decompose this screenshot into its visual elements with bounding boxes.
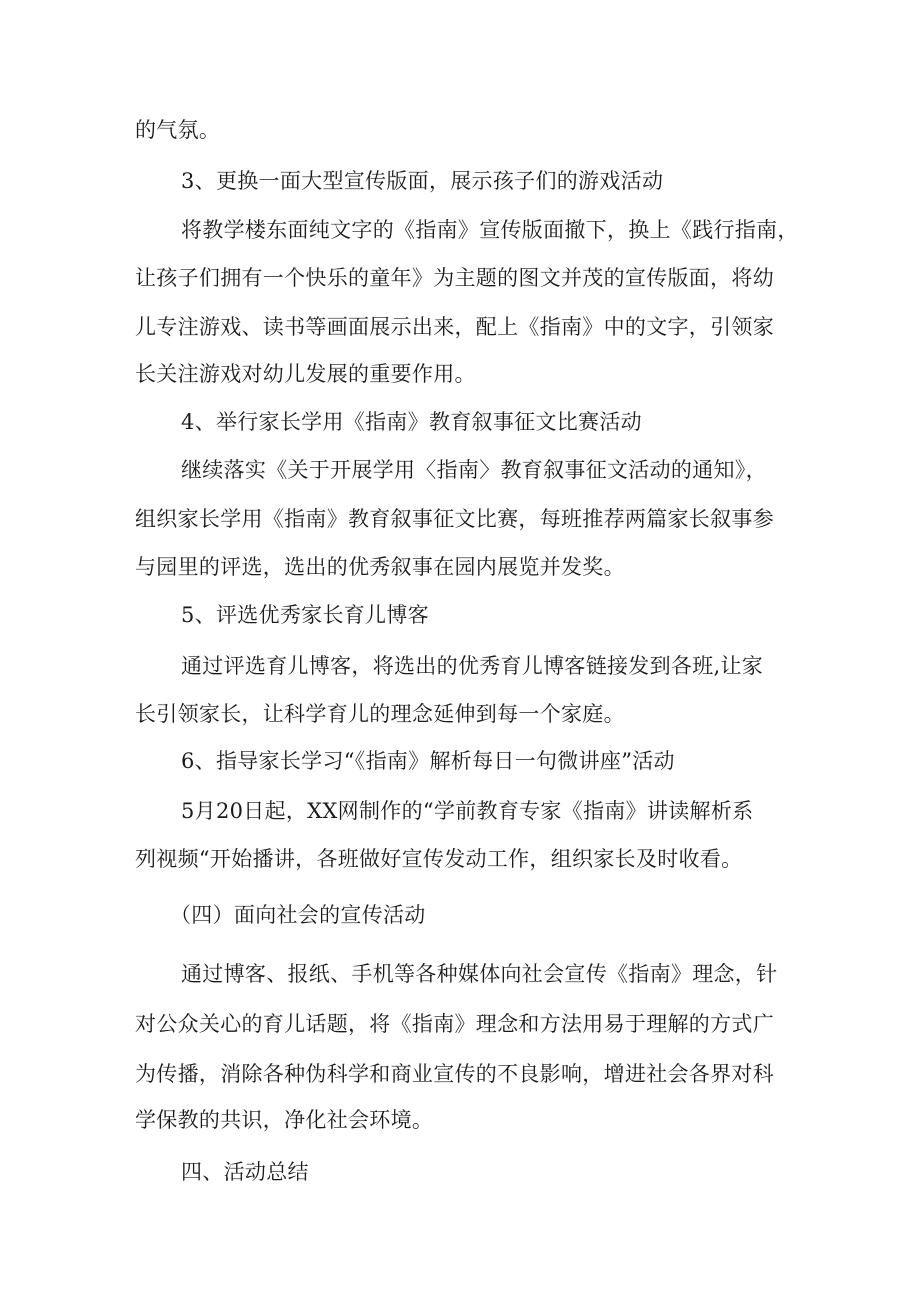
section-heading: 3、更换一面大型宣传版面，展示孩子们的游戏活动 xyxy=(181,169,664,193)
text-line: 儿专注游戏、读书等画面展示出来，配上《指南》中的文字，引领家 xyxy=(135,315,774,339)
section-heading: 4、举行家长学用《指南》教育叙事征文比赛活动 xyxy=(181,410,642,434)
section-heading: 6、指导家长学习“《指南》解析每日一句微讲座”活动 xyxy=(181,749,675,773)
text-line: 为传播，消除各种伪科学和商业宣传的不良影响，增进社会各界对科 xyxy=(135,1062,774,1086)
text-line: 将教学楼东面纯文字的《指南》宣传版面撤下，换上《践行指南， xyxy=(181,218,799,242)
text-line: 5月20日起，XX网制作的“学前教育专家《指南》讲读解析系 xyxy=(181,799,754,823)
section-heading: （四）面向社会的宣传活动 xyxy=(170,903,426,927)
text-line: 让孩子们拥有一个快乐的童年》为主题的图文并茂的宣传版面，将幼 xyxy=(135,266,774,290)
text-line: 学保教的共识，净化社会环境。 xyxy=(135,1108,434,1132)
text-line: 继续落实《关于开展学用〈指南〉教育叙事征文活动的通知》， xyxy=(181,458,767,482)
text-line: 的气氛。 xyxy=(135,118,221,142)
text-line: 列视频“开始播讲，各班做好宣传发动工作，组织家长及时收看。 xyxy=(135,847,743,871)
text-line: 长引领家长，让科学育儿的理念延伸到每一个家庭。 xyxy=(135,702,625,726)
text-line: 与园里的评选，选出的优秀叙事在园内展览并发奖。 xyxy=(135,555,625,579)
text-line: 对公众关心的育儿话题，将《指南》理念和方法用易于理解的方式广 xyxy=(135,1012,774,1036)
text-line: 长关注游戏对幼儿发展的重要作用。 xyxy=(135,362,476,386)
text-line: 通过评选育儿博客，将选出的优秀育儿博客链接发到各班,让家 xyxy=(181,654,764,678)
text-line: 通过博客、报纸、手机等各种媒体向社会宣传《指南》理念，针 xyxy=(181,962,778,986)
section-heading: 5、评选优秀家长育儿博客 xyxy=(181,603,429,627)
section-heading: 四、活动总结 xyxy=(181,1160,309,1184)
text-line: 组织家长学用《指南》教育叙事征文比赛，每班推荐两篇家长叙事参 xyxy=(135,507,774,531)
